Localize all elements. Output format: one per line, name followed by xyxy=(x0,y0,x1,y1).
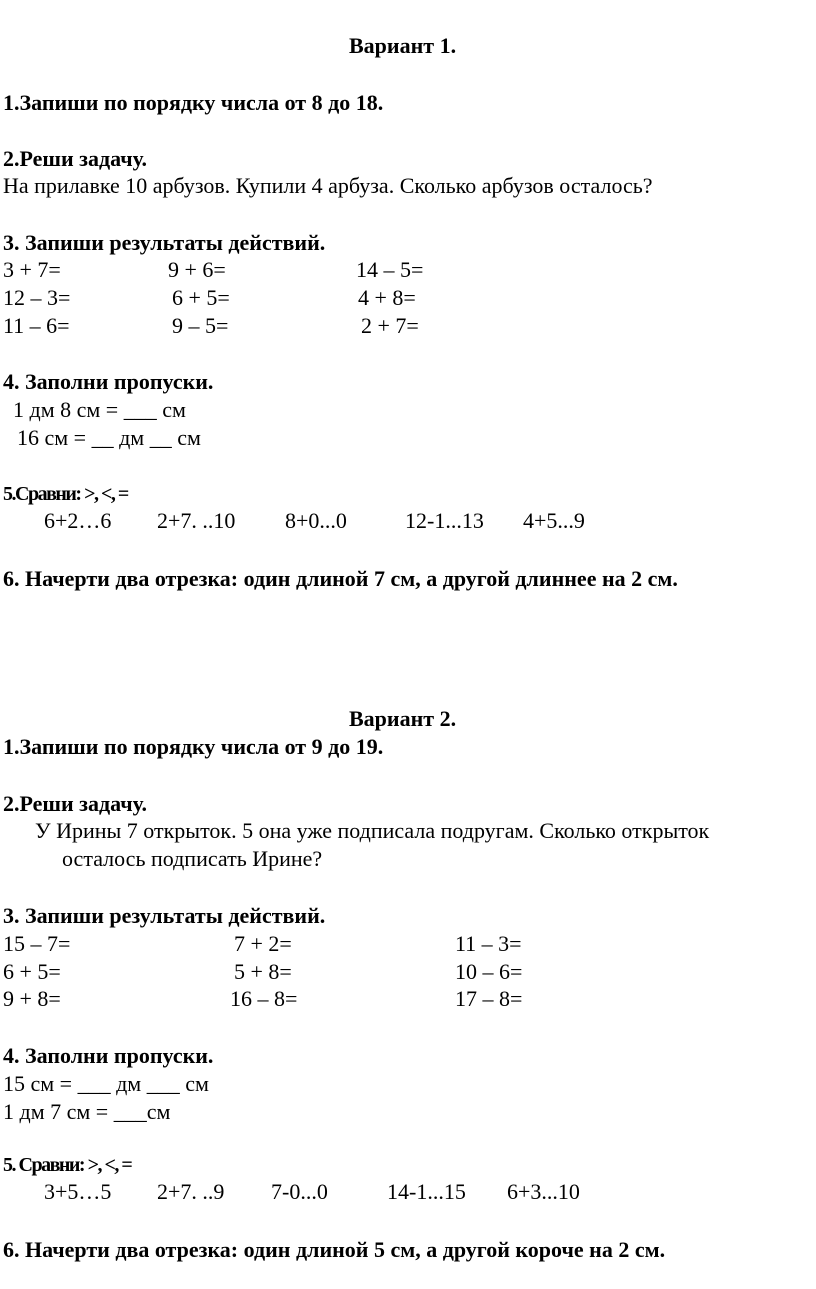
v2-expr: 17 – 8= xyxy=(455,986,523,1011)
v1-expr: 9 – 5= xyxy=(172,313,229,338)
v2-task4-line: 1 дм 7 см = ___см xyxy=(3,1099,171,1124)
v2-task2-text: осталось подписать Ирине? xyxy=(62,846,323,871)
v1-task3-title: 3. Запиши результаты действий. xyxy=(3,230,326,255)
v2-task6: 6. Начерти два отрезка: один длиной 5 см, а другой короче на 2 см. xyxy=(3,1237,666,1262)
v1-task5-title: 5.Сравни: >, <, = xyxy=(3,483,128,505)
v2-expr: 11 – 3= xyxy=(455,931,522,956)
v2-task4-title: 4. Заполни пропуски. xyxy=(3,1043,214,1068)
v2-task4-line: 15 см = ___ дм ___ см xyxy=(3,1071,209,1096)
variant-2-title: Вариант 2. xyxy=(349,706,457,731)
v1-compare-item: 2+7. ..10 xyxy=(157,508,236,533)
v2-expr: 10 – 6= xyxy=(455,959,523,984)
v2-expr: 9 + 8= xyxy=(3,986,61,1011)
v1-expr: 11 – 6= xyxy=(3,313,70,338)
v2-task2-text: У Ирины 7 открыток. 5 она уже подписала подругам. Сколько открыток xyxy=(35,818,710,843)
v1-expr: 6 + 5= xyxy=(172,285,230,310)
v1-task4-title: 4. Заполни пропуски. xyxy=(3,369,214,394)
v2-compare-item: 6+3...10 xyxy=(507,1179,580,1204)
v1-compare-item: 4+5...9 xyxy=(523,508,585,533)
v1-compare-item: 12-1...13 xyxy=(405,508,484,533)
v1-task2-text: На прилавке 10 арбузов. Купили 4 арбуза. Сколько арбузов осталось? xyxy=(3,173,653,198)
v1-expr: 12 – 3= xyxy=(3,285,71,310)
v2-task5-title: 5. Сравни: >, <, = xyxy=(3,1154,132,1176)
v2-expr: 5 + 8= xyxy=(234,959,292,984)
variant-1-title: Вариант 1. xyxy=(349,33,457,58)
v1-compare-item: 6+2…6 xyxy=(44,508,112,533)
v2-compare-item: 3+5…5 xyxy=(44,1179,112,1204)
v1-expr: 2 + 7= xyxy=(361,313,419,338)
v2-expr: 15 – 7= xyxy=(3,931,71,956)
v2-expr: 7 + 2= xyxy=(234,931,292,956)
v1-task4-line: 16 см = __ дм __ см xyxy=(17,425,201,450)
v2-task3-title: 3. Запиши результаты действий. xyxy=(3,903,326,928)
v1-expr: 9 + 6= xyxy=(168,257,226,282)
v1-task4-line: 1 дм 8 см = ___ см xyxy=(13,397,186,422)
v2-task1: 1.Запиши по порядку числа от 9 до 19. xyxy=(3,734,384,759)
v2-expr: 6 + 5= xyxy=(3,959,61,984)
v2-task2-title: 2.Реши задачу. xyxy=(3,791,147,816)
v2-compare-item: 7-0...0 xyxy=(271,1179,328,1204)
v1-task1: 1.Запиши по порядку числа от 8 до 18. xyxy=(3,90,384,115)
v1-expr: 4 + 8= xyxy=(358,285,416,310)
v1-task2-title: 2.Реши задачу. xyxy=(3,146,147,171)
v1-expr: 3 + 7= xyxy=(3,257,61,282)
v2-expr: 16 – 8= xyxy=(230,986,298,1011)
v1-compare-item: 8+0...0 xyxy=(285,508,347,533)
v1-task6: 6. Начерти два отрезка: один длиной 7 см, а другой длиннее на 2 см. xyxy=(3,566,678,591)
v2-compare-item: 14-1...15 xyxy=(387,1179,466,1204)
v2-compare-item: 2+7. ..9 xyxy=(157,1179,225,1204)
v1-expr: 14 – 5= xyxy=(356,257,424,282)
